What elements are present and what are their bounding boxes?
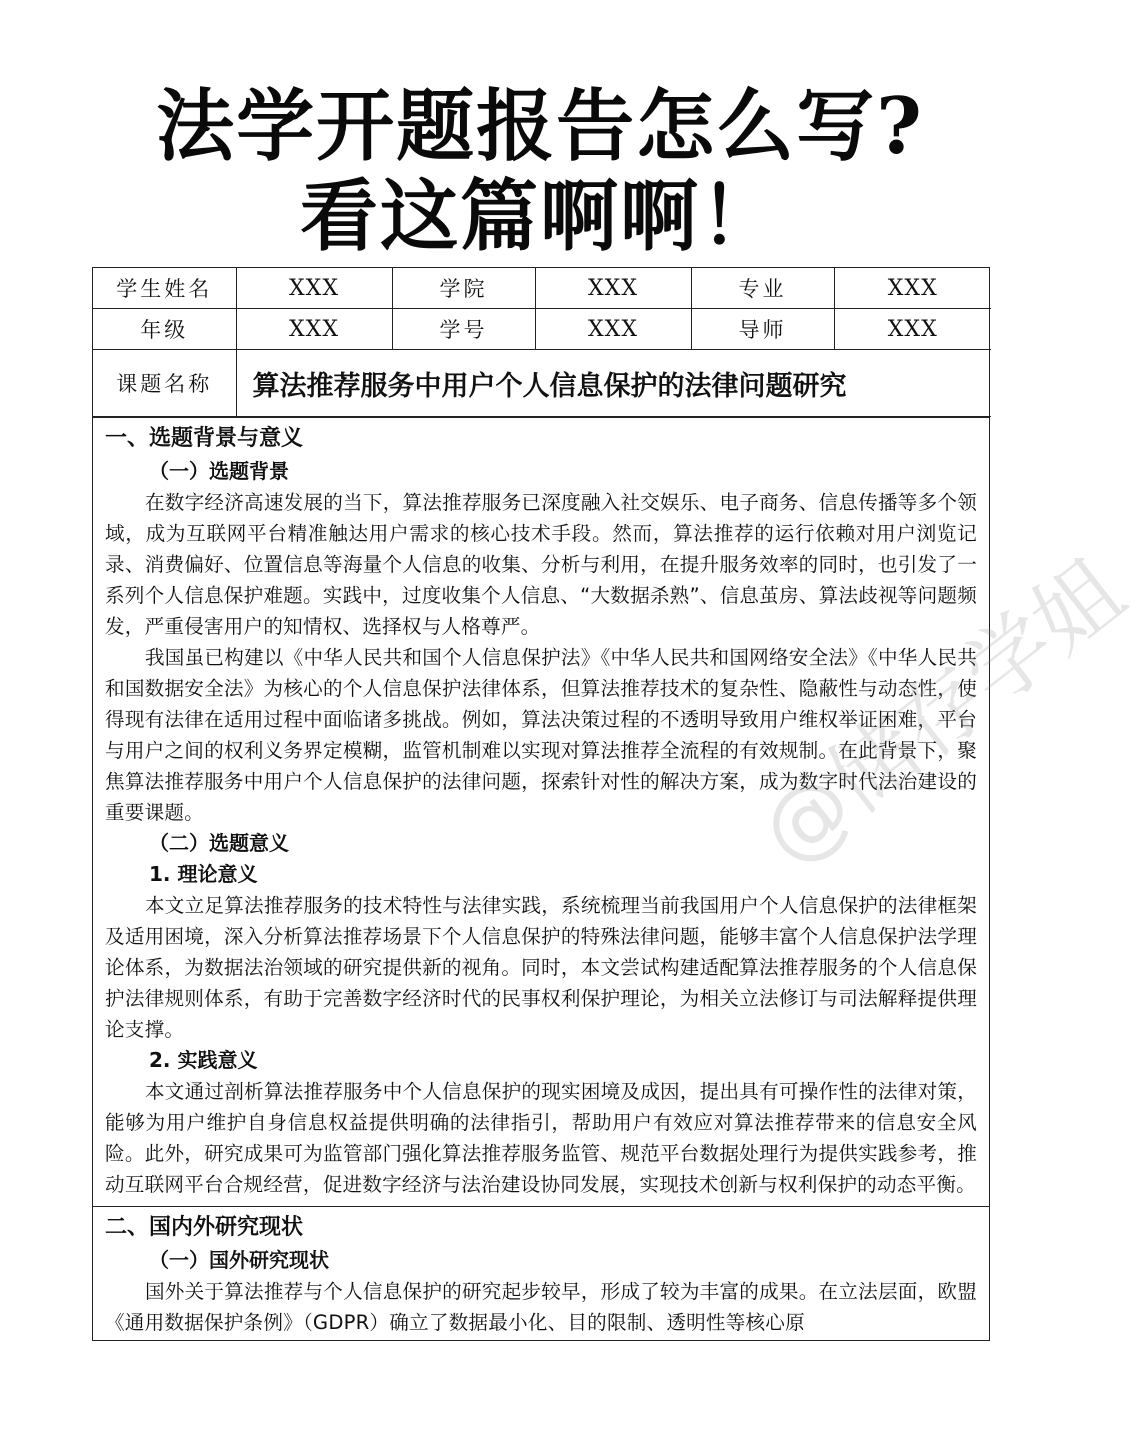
name-value: XXX [236, 268, 392, 309]
subsection-heading: 2. 实践意义 [149, 1048, 258, 1072]
subsection-heading: （一）国外研究现状 [149, 1248, 329, 1272]
major-value: XXX [834, 268, 991, 309]
subsection-heading: （二）选题意义 [149, 831, 289, 855]
major-label: 专业 [691, 268, 834, 309]
paragraph: 本文通过剖析算法推荐服务中个人信息保护的现实困境及成因，提出具有可操作性的法律对策，能够为用户维护自身信息权益提供明确的法律指引，帮助用户有效应对算法推荐带来的信息安全风险。此外，研究成果可为监管部门强化算法推荐服务监管、规范平台数据处理行为提供实践参考，推动互联网平台合规经营，促进数字经济与法治建设协同发展，实现技术创新与权利保护的动态平衡。 [105, 1080, 977, 1196]
section-heading: 二、国内外研究现状 [105, 1215, 304, 1240]
section-background-significance [93, 417, 989, 1206]
page-title-line1: 法学开题报告怎么写? [156, 81, 924, 172]
watermark: @储存学姐 [742, 541, 1143, 885]
paragraph: 国外关于算法推荐与个人信息保护的研究起步较早，形成了较为丰富的成果。在立法层面，欧盟《通用数据保护条例》（GDPR）确立了数据最小化、目的限制、透明性等核心原 [105, 1280, 977, 1334]
paragraph: 本文立足算法推荐服务的技术特性与法律实践，系统梳理当前我国用户个人信息保护的法律框架及适用困境，深入分析算法推荐场景下个人信息保护的特殊法律问题，能够丰富个人信息保护法学理论体系，为数据法治领域的研究提供新的视角。同时，本文尝试构建适配算法推荐服务的个人信息保护法律规则体系，有助于完善数字经济时代的民事权利保护理论，为相关立法修订与司法解释提供理论支撑。 [105, 894, 977, 1041]
report-form [92, 267, 990, 1341]
grade-label: 年级 [93, 309, 236, 350]
advisor-value: XXX [834, 309, 991, 350]
paragraph: 在数字经济高速发展的当下，算法推荐服务已深度融入社交娱乐、电子商务、信息传播等多个领域，成为互联网平台精准触达用户需求的核心技术手段。然而，算法推荐的运行依赖对用户浏览记录、消费偏好、位置信息等海量个人信息的收集、分析与利用，在提升服务效率的同时，也引发了一系列个人信息保护难题。实践中，过度收集个人信息、“大数据杀熟”、信息茧房、算法歧视等问题频发，严重侵害用户的知情权、选择权与人格尊严。 [105, 491, 977, 638]
college-value: XXX [535, 268, 691, 309]
table-row [93, 350, 991, 417]
name-label: 学生姓名 [93, 268, 236, 309]
page-title-line2: 看这篇啊啊！ [299, 171, 780, 262]
grade-value: XXX [236, 309, 392, 350]
subsection-heading: 1. 理论意义 [149, 862, 258, 886]
student-id-label: 学号 [392, 309, 535, 350]
paragraph: 我国虽已构建以《中华人民共和国个人信息保护法》《中华人民共和国网络安全法》《中华人民共和国数据安全法》为核心的个人信息保护法律体系，但算法推荐技术的复杂性、隐蔽性与动态性，使得现有法律在适用过程中面临诸多挑战。例如，算法决策过程的不透明导致用户维权举证困难，平台与用户之间的权利义务界定模糊，监管机制难以实现对算法推荐全流程的有效规制。在此背景下，聚焦算法推荐服务中用户个人信息保护的法律问题，探索针对性的解决方案，成为数字时代法治建设的重要课题。 [105, 646, 977, 824]
section-heading: 一、选题背景与意义 [105, 426, 304, 451]
topic-value: 算法推荐服务中用户个人信息保护的法律问题研究 [236, 350, 991, 417]
section-research-status [93, 1206, 989, 1340]
college-label: 学院 [392, 268, 535, 309]
student-id-value: XXX [535, 309, 691, 350]
student-info-table [93, 268, 991, 417]
subsection-heading: （一）选题背景 [149, 459, 289, 483]
table-row [93, 268, 991, 309]
advisor-label: 导师 [691, 309, 834, 350]
topic-label: 课题名称 [93, 350, 236, 417]
table-row [93, 309, 991, 350]
